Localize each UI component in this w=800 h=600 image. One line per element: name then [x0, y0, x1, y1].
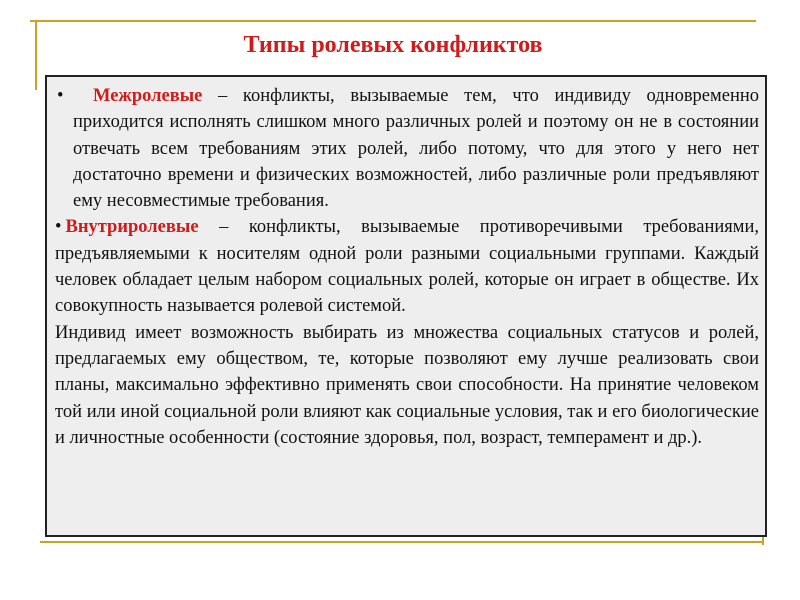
- slide-title: Типы ролевых конфликтов: [243, 32, 543, 58]
- bullet-icon: •: [57, 86, 64, 106]
- frame-line-top: [30, 20, 756, 22]
- content-box: [45, 75, 767, 537]
- bullet-icon: •: [55, 217, 62, 238]
- frame-line-bottom: [40, 541, 764, 543]
- definition-intrarole: – конфликты, вызываемые противоречивыми требованиями, предъявляемыми к носителям одной роли разными социальными группами. Каждый человек обладает целым набором социальных ролей, которые он играет в обществе. Их совокупность называется ролевой системой.: [55, 217, 759, 317]
- list-item-intrarole: [55, 214, 759, 319]
- paragraph-role-choice: Индивид имеет возможность выбирать из множества социальных статусов и ролей, предлагаемых ему обществом, те, которые позволяют ему лучше реализовать свои планы, максимально эффективно применять свои способности. На принятие человеком той или иной социальной роли влияют как социальные условия, так и его биологические и личностные особенности (состояние здоровья, пол, возраст, темперамент и др.).: [55, 322, 759, 448]
- list-item-interrole: [55, 83, 759, 214]
- term-interrole: Межролевые: [93, 86, 203, 106]
- term-intrarole: Внутриролевые: [65, 217, 199, 238]
- definition-interrole: – конфликты, вызываемые тем, что индивиду одновременно приходится исполнять слишком много различных ролей и поэтому он не в состоянии отвечать всем требованиям этих ролей, либо потому, что для этого у него нет достаточно времени и физических возможностей, либо различные роли предъявляют ему несовместимые требования.: [73, 86, 759, 212]
